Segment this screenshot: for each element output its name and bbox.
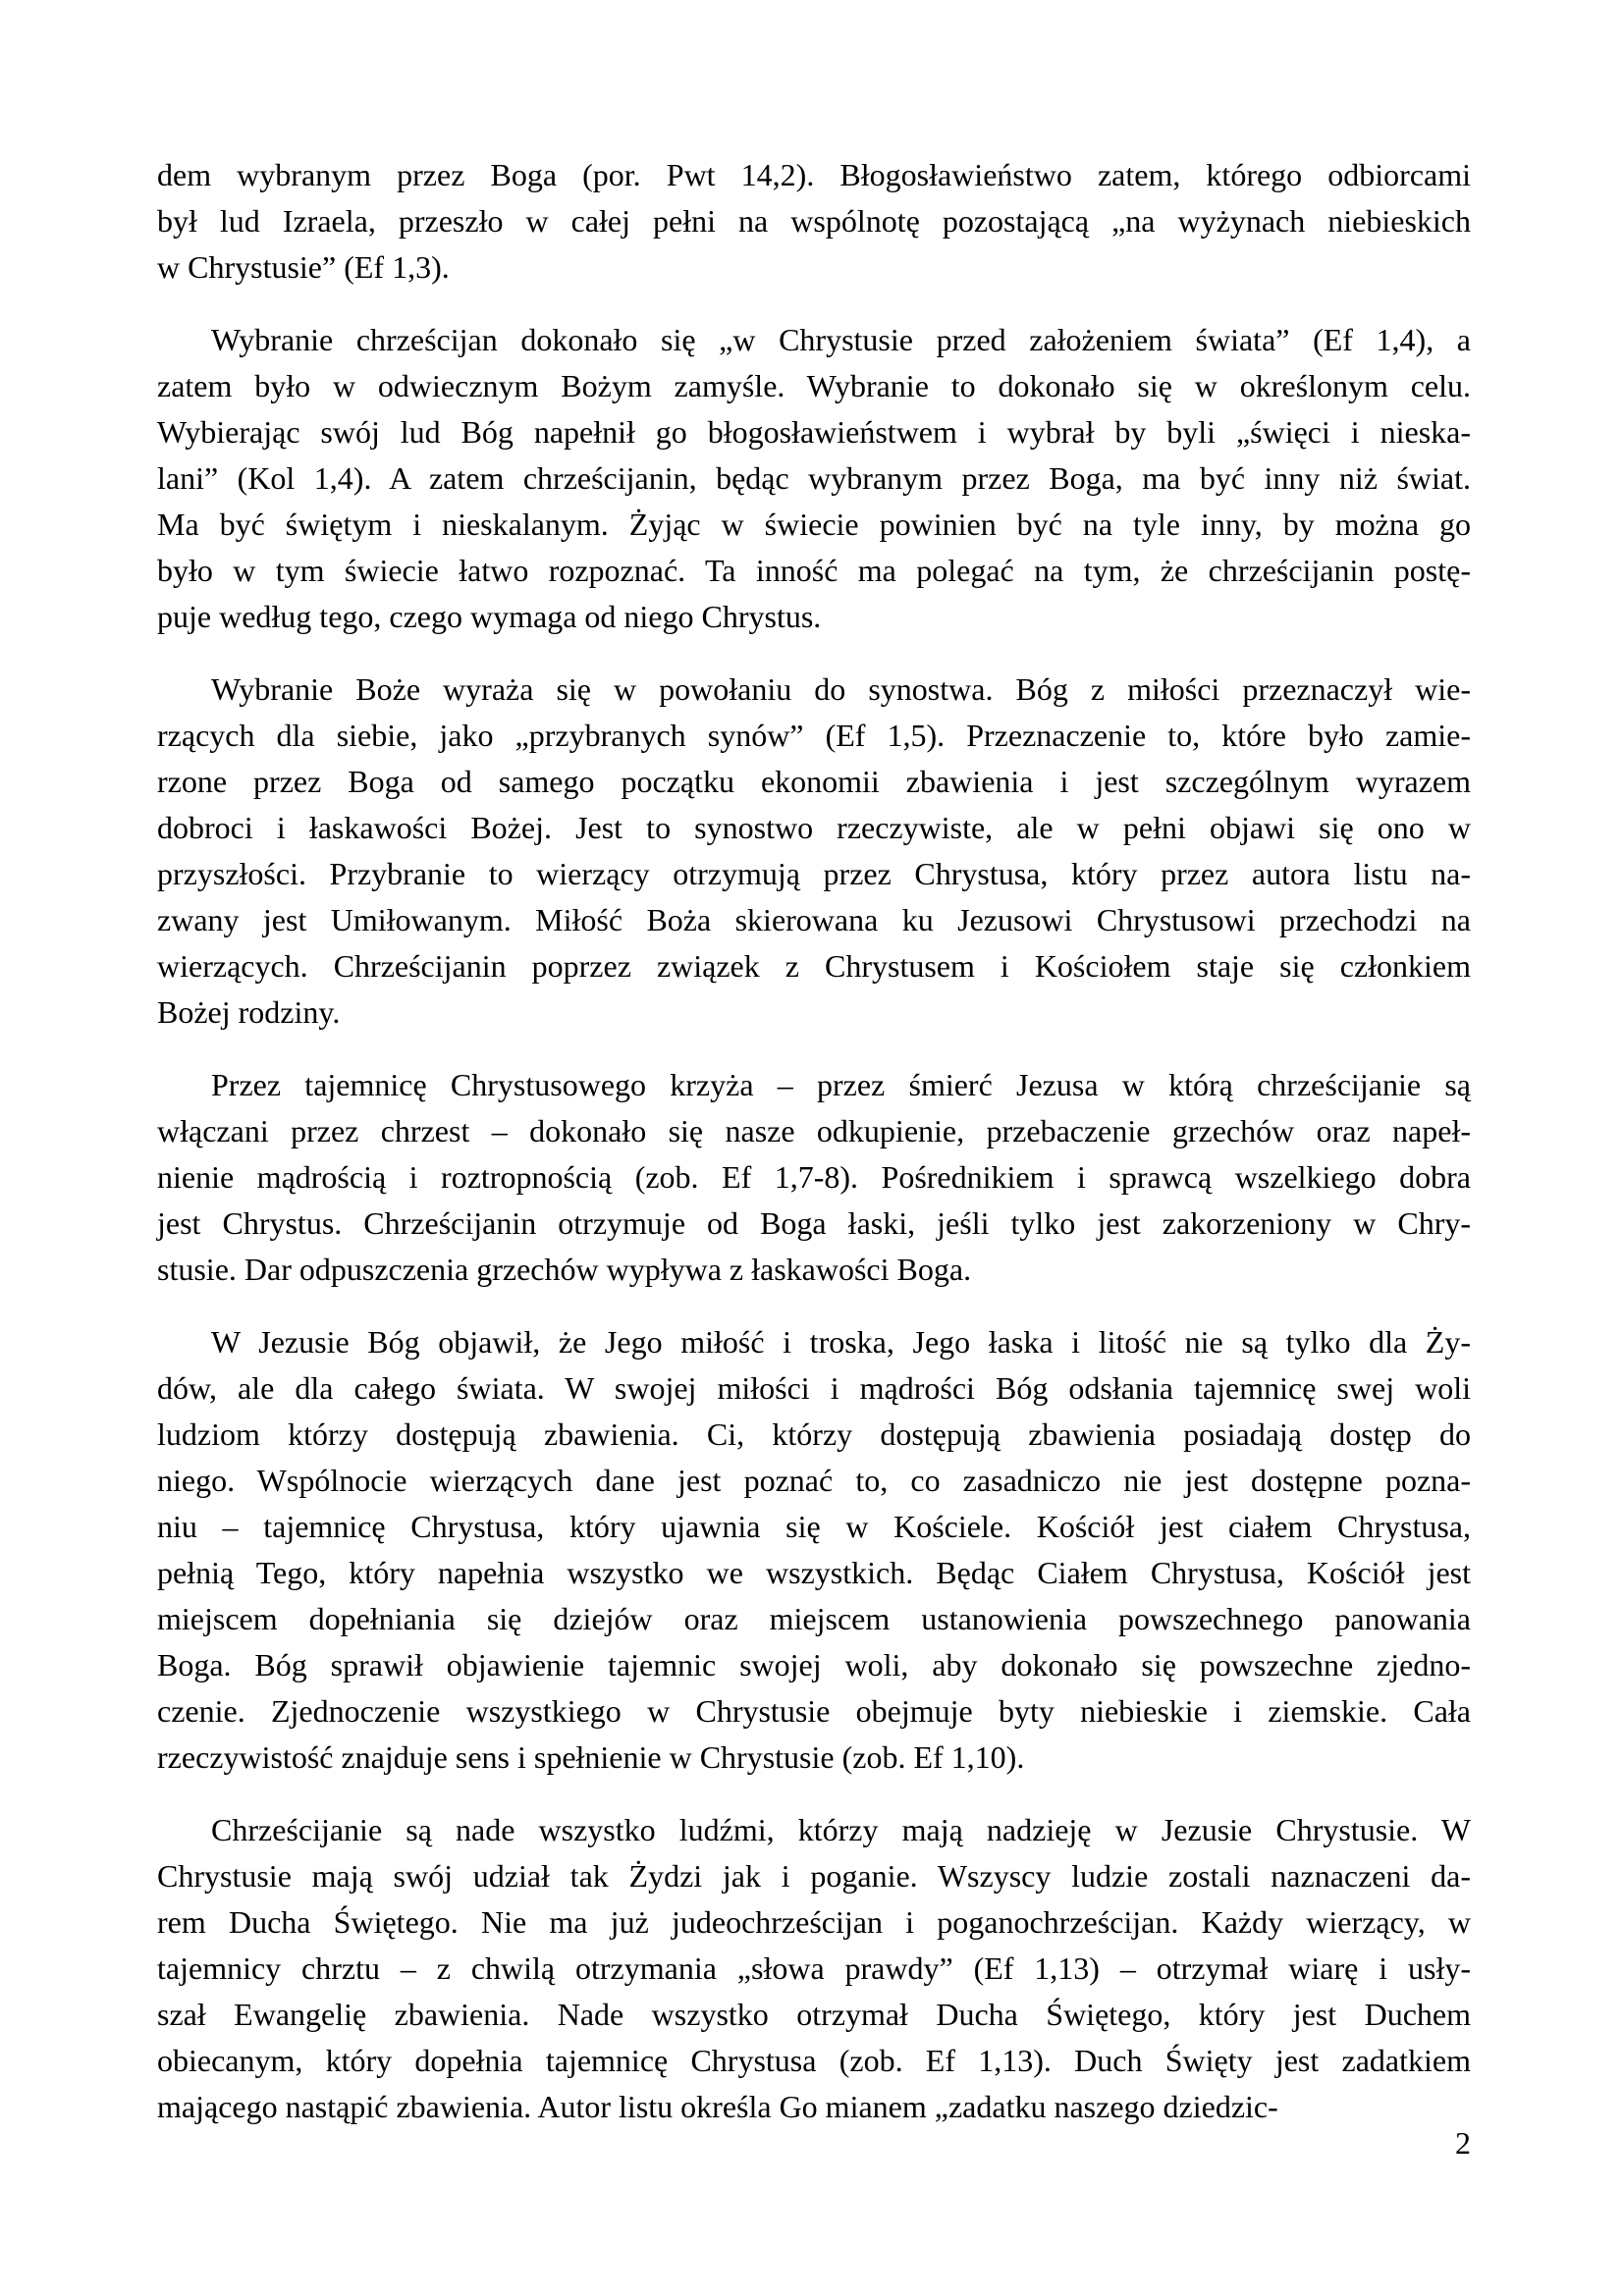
text-line: dem wybranym przez Boga (por. Pwt 14,2). Błogosławieństwo zatem, którego odbiorcami xyxy=(157,157,1471,192)
text-line: dów, ale dla całego świata. W swojej miłości i mądrości Bóg odsłania tajemnicę swej woli xyxy=(157,1370,1471,1406)
text-line: W Jezusie Bóg objawił, że Jego miłość i troska, Jego łaska i litość nie są tylko dla Ży- xyxy=(211,1324,1471,1360)
text-line: rem Ducha Świętego. Nie ma już judeochrześcijan i poganochrześcijan. Każdy wierzący, w xyxy=(157,1904,1471,1940)
text-line: włączani przez chrzest – dokonało się nasze odkupienie, przebaczenie grzechów oraz napeł- xyxy=(157,1113,1471,1148)
text-line: zatem było w odwiecznym Bożym zamyśle. Wybranie to dokonało się w określonym celu. xyxy=(157,368,1471,403)
paragraph xyxy=(157,667,1471,1036)
text-line: stusie. Dar odpuszczenia grzechów wypływa z łaskawości Boga. xyxy=(157,1252,972,1287)
text-line: wierzących. Chrześcijanin poprzez związek z Chrystusem i Kościołem staje się członkiem xyxy=(157,948,1471,984)
text-line: miejscem dopełniania się dziejów oraz miejscem ustanowienia powszechnego panowania xyxy=(157,1601,1471,1636)
text-line: Ma być świętym i nieskalanym. Żyjąc w świecie powinien być na tyle inny, by można go xyxy=(157,507,1471,542)
text-line: dobroci i łaskawości Bożej. Jest to synostwo rzeczywiste, ale w pełni objawi się ono w xyxy=(157,810,1471,845)
text-line: lani” (Kol 1,4). A zatem chrześcijanin, będąc wybranym przez Boga, ma być inny niż świat. xyxy=(157,460,1471,496)
text-line: Przez tajemnicę Chrystusowego krzyża – przez śmierć Jezusa w którą chrześcijanie są xyxy=(211,1067,1471,1102)
page-number: 2 xyxy=(1455,2125,1471,2161)
paragraph xyxy=(157,1319,1471,1781)
text-line: przyszłości. Przybranie to wierzący otrzymują przez Chrystusa, który przez autora listu na- xyxy=(157,856,1471,891)
text-line: rzone przez Boga od samego początku ekonomii zbawienia i jest szczególnym wyrazem xyxy=(157,764,1471,799)
text-line: Wybranie Boże wyraża się w powołaniu do synostwa. Bóg z miłości przeznaczył wie- xyxy=(211,671,1471,707)
text-line: Boga. Bóg sprawił objawienie tajemnic swojej woli, aby dokonało się powszechne zjedno- xyxy=(157,1647,1471,1682)
text-line: niu – tajemnicę Chrystusa, który ujawnia się w Kościele. Kościół jest ciałem Chrystusa, xyxy=(157,1509,1471,1544)
text-line: w Chrystusie” (Ef 1,3). xyxy=(157,249,450,285)
text-line: było w tym świecie łatwo rozpoznać. Ta inność ma polegać na tym, że chrześcijanin postę- xyxy=(157,553,1471,588)
text-line: obiecanym, który dopełnia tajemnicę Chrystusa (zob. Ef 1,13). Duch Święty jest zadatkiem xyxy=(157,2043,1471,2078)
text-line: Chrześcijanie są nade wszystko ludźmi, którzy mają nadzieję w Jezusie Chrystusie. W xyxy=(211,1812,1471,1847)
paragraph xyxy=(157,152,1471,291)
text-line: nienie mądrością i roztropnością (zob. Ef 1,7-8). Pośrednikiem i sprawcą wszelkiego dobra xyxy=(157,1159,1471,1195)
text-line: rzeczywistość znajduje sens i spełnienie w Chrystusie (zob. Ef 1,10). xyxy=(157,1739,1025,1775)
text-line: czenie. Zjednoczenie wszystkiego w Chrystusie obejmuje byty niebieskie i ziemskie. Cała xyxy=(157,1693,1471,1729)
text-body xyxy=(157,152,1471,2157)
text-line: Wybierając swój lud Bóg napełnił go błogosławieństwem i wybrał by byli „święci i nieska- xyxy=(157,414,1471,450)
paragraph xyxy=(157,1062,1471,1293)
paragraph xyxy=(157,317,1471,640)
text-line: zwany jest Umiłowanym. Miłość Boża skierowana ku Jezusowi Chrystusowi przechodzi na xyxy=(157,902,1471,937)
text-line: mającego nastąpić zbawienia. Autor listu określa Go mianem „zadatku naszego dziedzic- xyxy=(157,2089,1278,2124)
text-line: ludziom którzy dostępują zbawienia. Ci, którzy dostępują zbawienia posiadają dostęp do xyxy=(157,1416,1471,1452)
text-line: tajemnicy chrztu – z chwilą otrzymania „słowa prawdy” (Ef 1,13) – otrzymał wiarę i usły- xyxy=(157,1950,1471,1986)
text-line: jest Chrystus. Chrześcijanin otrzymuje od Boga łaski, jeśli tylko jest zakorzeniony w Chry- xyxy=(157,1205,1471,1241)
text-line: niego. Wspólnocie wierzących dane jest poznać to, co zasadniczo nie jest dostępne pozna- xyxy=(157,1463,1471,1498)
text-line: puje według tego, czego wymaga od niego Chrystus. xyxy=(157,599,822,634)
text-line: Bożej rodziny. xyxy=(157,994,341,1030)
paragraph xyxy=(157,1807,1471,2130)
text-line: Wybranie chrześcijan dokonało się „w Chrystusie przed założeniem świata” (Ef 1,4), a xyxy=(211,322,1471,357)
text-line: pełnią Tego, który napełnia wszystko we wszystkich. Będąc Ciałem Chrystusa, Kościół jest xyxy=(157,1555,1471,1590)
text-line: rzących dla siebie, jako „przybranych synów” (Ef 1,5). Przeznaczenie to, które było zamie- xyxy=(157,718,1471,753)
text-line: był lud Izraela, przeszło w całej pełni na wspólnotę pozostającą „na wyżynach niebieskich xyxy=(157,203,1471,239)
text-line: szał Ewangelię zbawienia. Nade wszystko otrzymał Ducha Świętego, który jest Duchem xyxy=(157,1997,1471,2032)
text-line: Chrystusie mają swój udział tak Żydzi jak i poganie. Wszyscy ludzie zostali naznaczeni da- xyxy=(157,1858,1471,1894)
